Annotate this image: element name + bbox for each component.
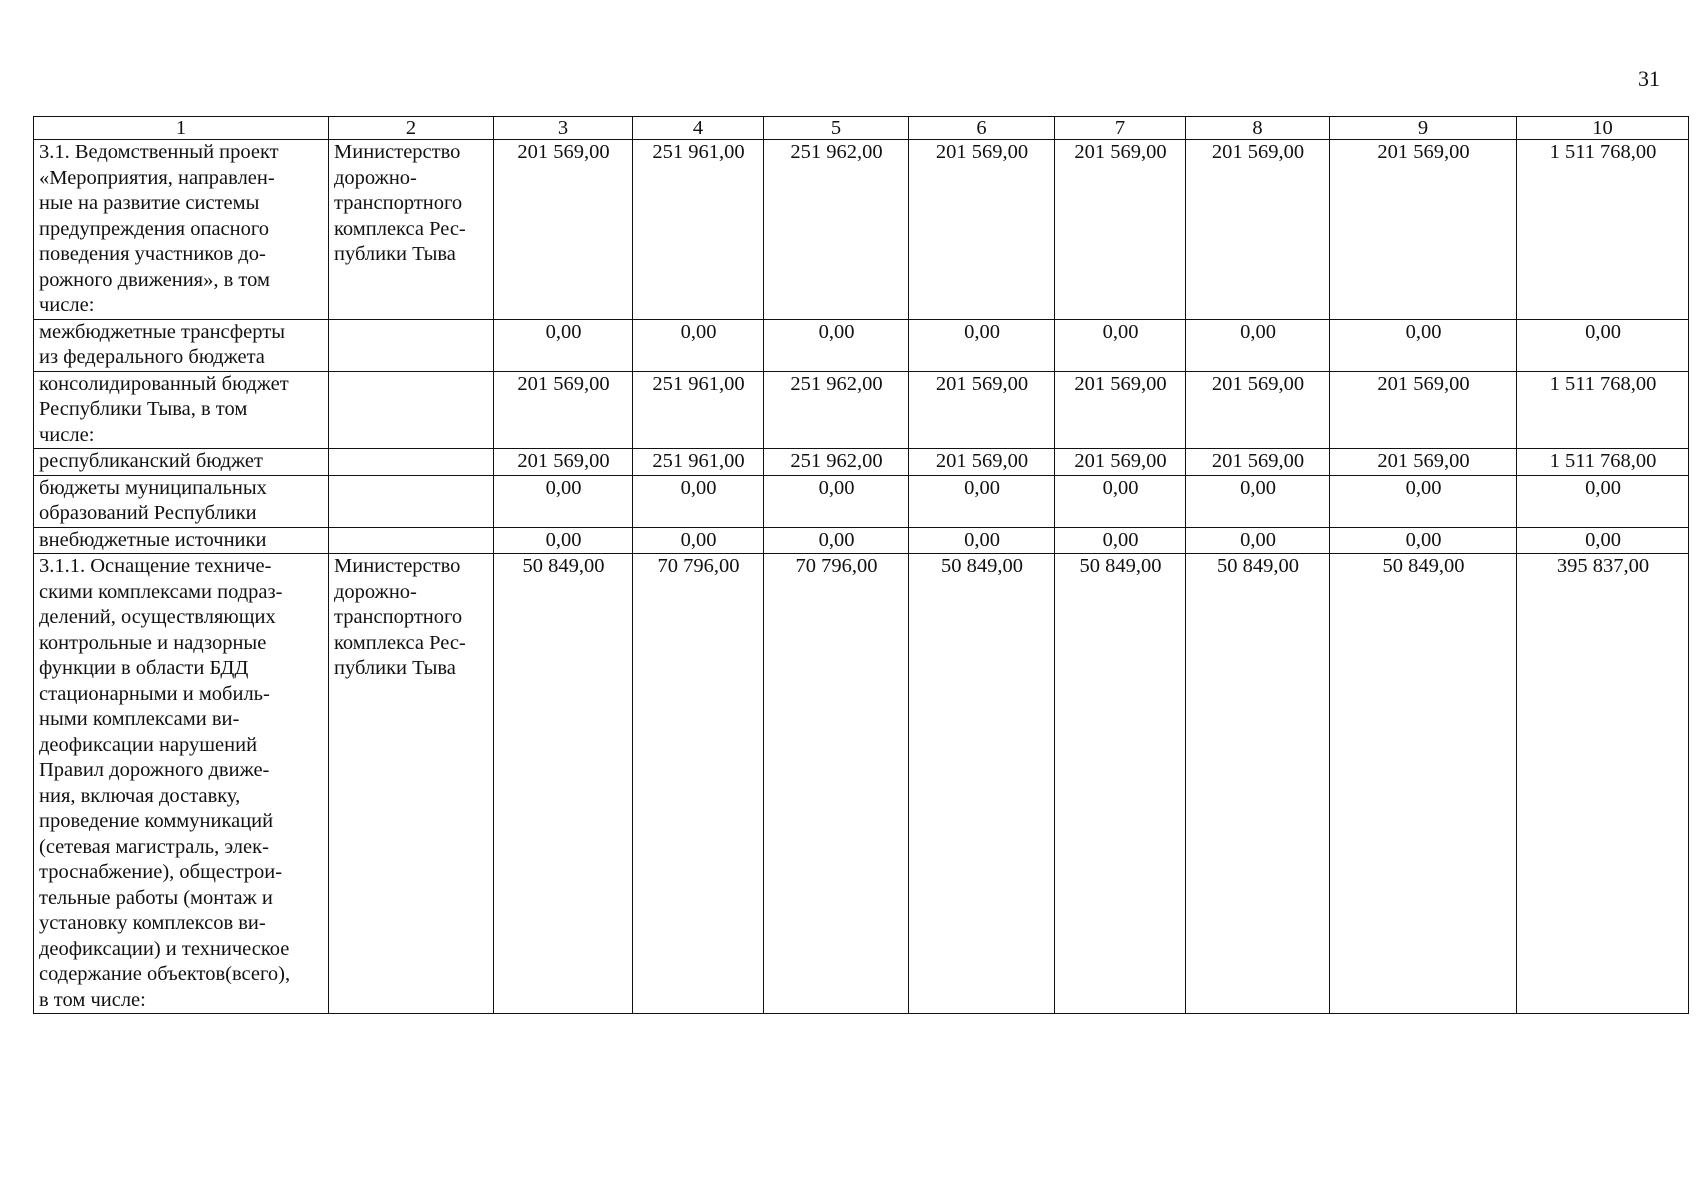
value-cell: 0,00 [1330,527,1517,554]
value-cell: 201 569,00 [1186,449,1330,476]
row-name-line: делений, осуществляющих [39,606,276,628]
row-name-line: внебюджетные источники [39,528,267,551]
column-header: 6 [909,117,1055,140]
executor-cell [329,554,494,1014]
value-cell: 0,00 [1055,319,1186,371]
executor-cell [329,140,494,320]
value-cell: 0,00 [494,319,633,371]
row-name-cell [34,319,329,371]
value-cell: 0,00 [1055,475,1186,527]
value-cell: 50 849,00 [1055,554,1186,1014]
table-row [34,140,1689,320]
value-cell: 0,00 [1186,319,1330,371]
value-cell: 0,00 [909,319,1055,371]
row-name-line: Правил дорожного движе- [39,759,270,781]
table-row [34,319,1689,371]
value-cell: 201 569,00 [909,371,1055,449]
row-name-line: скими комплексами подраз- [39,580,283,603]
row-name-line: функции в области БДД [39,657,249,679]
value-cell: 201 569,00 [1330,140,1517,320]
table-body [34,140,1689,1014]
column-header: 8 [1186,117,1330,140]
row-name-line: в том числе: [39,988,146,1011]
total-value-cell: 0,00 [1517,319,1689,371]
column-header: 4 [633,117,764,140]
column-header: 10 [1517,117,1689,140]
value-cell: 0,00 [633,475,764,527]
value-cell: 251 962,00 [764,140,909,320]
row-name-line: числе: [39,423,95,446]
row-name-line: поведения участников до- [39,243,266,265]
executor-cell [329,371,494,449]
row-name-line: тельные работы (монтаж и [39,886,273,909]
value-cell: 0,00 [1186,475,1330,527]
row-name-line: 3.1.1. Оснащение техниче- [39,555,272,577]
row-name-line: деофиксации нарушений [39,733,258,756]
budget-table [33,116,1689,1014]
row-name-line: республиканский бюджет [39,450,263,472]
row-name-line: образований Республики [39,502,257,524]
executor-line: дорожно- [334,166,417,189]
row-name-line: рожного движения», в том [39,268,270,291]
executor-line: публики Тыва [334,243,456,265]
row-name-line: установку комплексов ви- [39,912,266,934]
total-value-cell: 0,00 [1517,527,1689,554]
executor-line: комплекса Рес- [334,217,466,240]
row-name-line: содержание объектов(всего), [39,963,291,985]
value-cell: 251 961,00 [633,140,764,320]
value-cell: 201 569,00 [494,449,633,476]
value-cell: 0,00 [633,527,764,554]
total-value-cell: 395 837,00 [1517,554,1689,1014]
row-name-cell [34,371,329,449]
column-number-row [34,117,1689,140]
executor-line: транспортного [334,606,463,628]
row-name-line: (сетевая магистраль, элек- [39,835,269,858]
column-header: 2 [329,117,494,140]
row-name-cell [34,527,329,554]
value-cell: 0,00 [1055,527,1186,554]
value-cell: 251 961,00 [633,371,764,449]
value-cell: 0,00 [1330,475,1517,527]
value-cell: 201 569,00 [494,371,633,449]
row-name-cell [34,475,329,527]
value-cell: 50 849,00 [494,554,633,1014]
executor-line: транспортного [334,192,463,214]
value-cell: 70 796,00 [633,554,764,1014]
value-cell: 0,00 [909,527,1055,554]
executor-cell [329,475,494,527]
row-name-line: из федерального бюджета [39,346,265,368]
executor-line: Министерство [334,141,461,163]
table-row [34,527,1689,554]
executor-line: дорожно- [334,580,417,603]
value-cell: 201 569,00 [1055,371,1186,449]
value-cell: 0,00 [909,475,1055,527]
value-cell: 201 569,00 [909,449,1055,476]
column-header: 3 [494,117,633,140]
row-name-line: ными комплексами ви- [39,708,240,730]
row-name-line: проведение коммуникаций [39,810,274,832]
row-name-line: числе: [39,294,95,316]
executor-line: Министерство [334,555,461,577]
row-name-cell [34,554,329,1014]
table-row [34,554,1689,1014]
executor-cell [329,319,494,371]
row-name-line: предупреждения опасного [39,217,270,240]
executor-cell [329,527,494,554]
value-cell: 50 849,00 [909,554,1055,1014]
value-cell: 251 961,00 [633,449,764,476]
value-cell: 251 962,00 [764,371,909,449]
value-cell: 0,00 [1330,319,1517,371]
value-cell: 201 569,00 [1330,371,1517,449]
column-header: 1 [34,117,329,140]
row-name-line: ния, включая доставку, [39,784,241,807]
value-cell: 0,00 [494,527,633,554]
row-name-line: Республики Тыва, в том [39,398,248,420]
row-name-line: 3.1. Ведомственный проект [39,141,279,163]
value-cell: 0,00 [764,527,909,554]
row-name-cell [34,140,329,320]
total-value-cell: 1 511 768,00 [1517,371,1689,449]
row-name-line: межбюджетные трансферты [39,320,285,343]
value-cell: 201 569,00 [1186,371,1330,449]
table-row [34,449,1689,476]
value-cell: 0,00 [764,475,909,527]
value-cell: 50 849,00 [1186,554,1330,1014]
value-cell: 0,00 [633,319,764,371]
value-cell: 0,00 [494,475,633,527]
table-row [34,371,1689,449]
total-value-cell: 1 511 768,00 [1517,140,1689,320]
row-name-line: ные на развитие системы [39,192,260,214]
value-cell: 201 569,00 [1055,140,1186,320]
value-cell: 70 796,00 [764,554,909,1014]
executor-line: комплекса Рес- [334,631,466,654]
table-row [34,475,1689,527]
value-cell: 201 569,00 [1186,140,1330,320]
column-header: 5 [764,117,909,140]
page-number: 31 [1638,66,1660,91]
value-cell: 201 569,00 [494,140,633,320]
row-name-line: деофиксации) и техническое [39,937,290,960]
value-cell: 0,00 [1186,527,1330,554]
row-name-line: бюджеты муниципальных [39,476,267,499]
value-cell: 50 849,00 [1330,554,1517,1014]
value-cell: 201 569,00 [909,140,1055,320]
row-name-line: троснабжение), общестрои- [39,861,283,883]
row-name-line: стационарными и мобиль- [39,682,270,705]
executor-line: публики Тыва [334,657,456,679]
total-value-cell: 1 511 768,00 [1517,449,1689,476]
value-cell: 201 569,00 [1055,449,1186,476]
executor-cell [329,449,494,476]
value-cell: 201 569,00 [1330,449,1517,476]
column-header: 9 [1330,117,1517,140]
total-value-cell: 0,00 [1517,475,1689,527]
value-cell: 0,00 [764,319,909,371]
row-name-line: консолидированный бюджет [39,372,289,395]
row-name-line: «Мероприятия, направлен- [39,166,275,189]
column-header: 7 [1055,117,1186,140]
row-name-cell [34,449,329,476]
value-cell: 251 962,00 [764,449,909,476]
row-name-line: контрольные и надзорные [39,631,267,654]
